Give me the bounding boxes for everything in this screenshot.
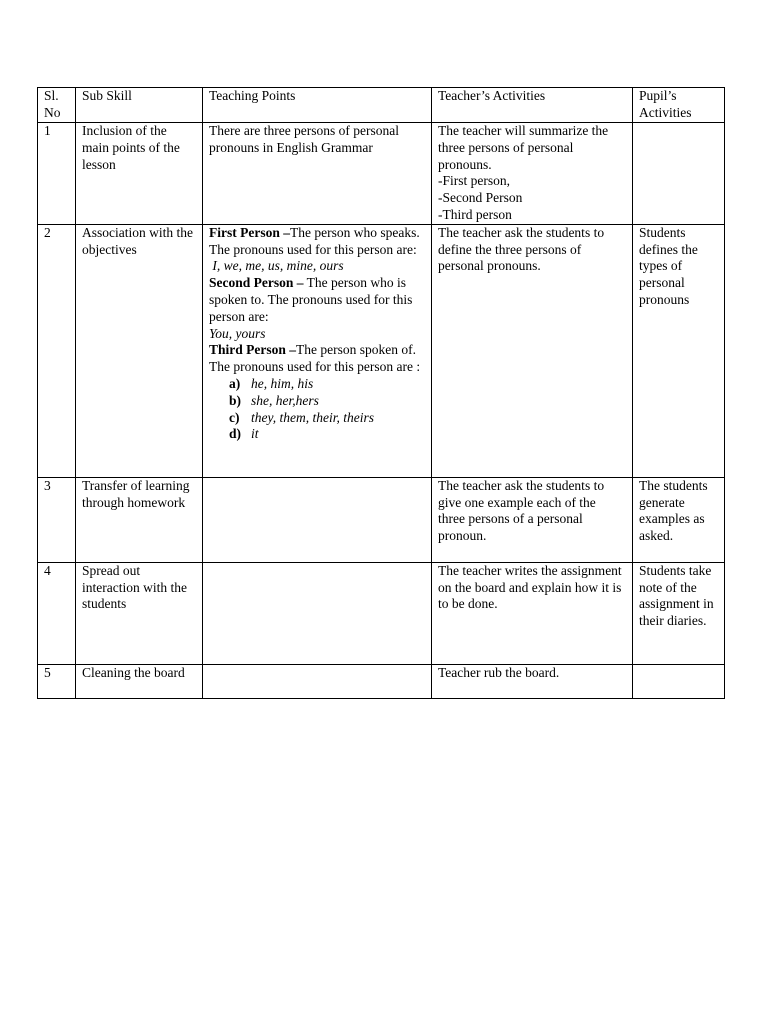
second-person-text: The person who is spoken to. The pronouns used for this person are: [209,275,413,324]
row-1-sl: 1 [38,123,76,225]
row-2-sl: 2 [38,224,76,477]
row-4-sl: 4 [38,562,76,664]
row-5-teaching-points [203,664,432,698]
second-person-paragraph [209,275,425,325]
row-3-pupil-activities: The students generate examples as asked. [633,477,725,562]
list-item-text: he, him, his [251,375,314,391]
row-4-sub-skill: Spread out interaction with the students [76,562,203,664]
third-person-label: Third Person – [209,342,297,358]
row-1-sub-skill: Inclusion of the main points of the lesson [76,123,203,225]
table-row [38,477,725,562]
table-row [38,664,725,698]
second-person-pronouns: You, yours [209,325,266,341]
row-1-teacher-item-third: -Third person [438,206,512,222]
row-1-pupil-activities [633,123,725,225]
list-marker: a) [229,375,241,391]
row-5-teacher-activities: Teacher rub the board. [432,664,633,698]
list-item-text: she, her,hers [251,392,319,408]
lesson-plan-table [37,87,725,699]
header-teaching-points: Teaching Points [203,88,432,123]
row-5-sl: 5 [38,664,76,698]
list-item-text: they, them, their, theirs [251,409,374,425]
first-person-pronouns: I, we, me, us, mine, ours [209,258,344,274]
row-4-pupil-activities: Students take note of the assignment in their diaries. [633,562,725,664]
list-item-text: it [251,426,259,442]
row-4-teacher-activities: The teacher writes the assignment on the board and explain how it is to be done. [432,562,633,664]
third-person-list-item [229,376,425,393]
list-marker: c) [229,409,240,425]
header-sub-skill: Sub Skill [76,88,203,123]
row-1-teacher-item-second: -Second Person [438,190,523,206]
row-3-sl: 3 [38,477,76,562]
row-3-teaching-points [203,477,432,562]
header-sl-no: Sl. No [38,88,76,123]
row-1-teaching-points: There are three persons of personal pronouns in English Grammar [203,123,432,225]
row-1-teacher-item-first: -First person, [438,173,510,189]
row-2-teaching-points [203,224,432,477]
row-2-sub-skill: Association with the objectives [76,224,203,477]
row-4-teaching-points [203,562,432,664]
row-1-teacher-activities [432,123,633,225]
row-2-teacher-activities: The teacher ask the students to define the three persons of personal pronouns. [432,224,633,477]
row-1-teacher-activities-text: The teacher will summarize the three persons of personal pronouns. [438,123,612,172]
row-5-sub-skill: Cleaning the board [76,664,203,698]
third-person-text: The person spoken of. The pronouns used for this person are : [209,342,421,375]
header-teacher-activities: Teacher’s Activities [432,88,633,123]
list-marker: d) [229,426,242,442]
third-person-list-item [229,393,425,410]
header-pupil-activities: Pupil’s Activities [633,88,725,123]
row-2-pupil-activities: Students defines the types of personal pronouns [633,224,725,477]
table-row [38,123,725,225]
third-person-paragraph [209,342,425,376]
third-person-list-item [229,426,425,443]
row-5-pupil-activities [633,664,725,698]
first-person-label: First Person – [209,224,290,240]
first-person-paragraph [209,225,425,259]
second-person-label: Second Person – [209,275,304,291]
row-3-sub-skill: Transfer of learning through homework [76,477,203,562]
list-marker: b) [229,392,242,408]
third-person-list-item [229,410,425,427]
first-person-text: The person who speaks. The pronouns used for this person are: [209,224,420,257]
table-row [38,562,725,664]
row-3-teacher-activities: The teacher ask the students to give one example each of the three persons of a personal pronoun. [432,477,633,562]
table-row [38,224,725,477]
table-header-row [38,88,725,123]
